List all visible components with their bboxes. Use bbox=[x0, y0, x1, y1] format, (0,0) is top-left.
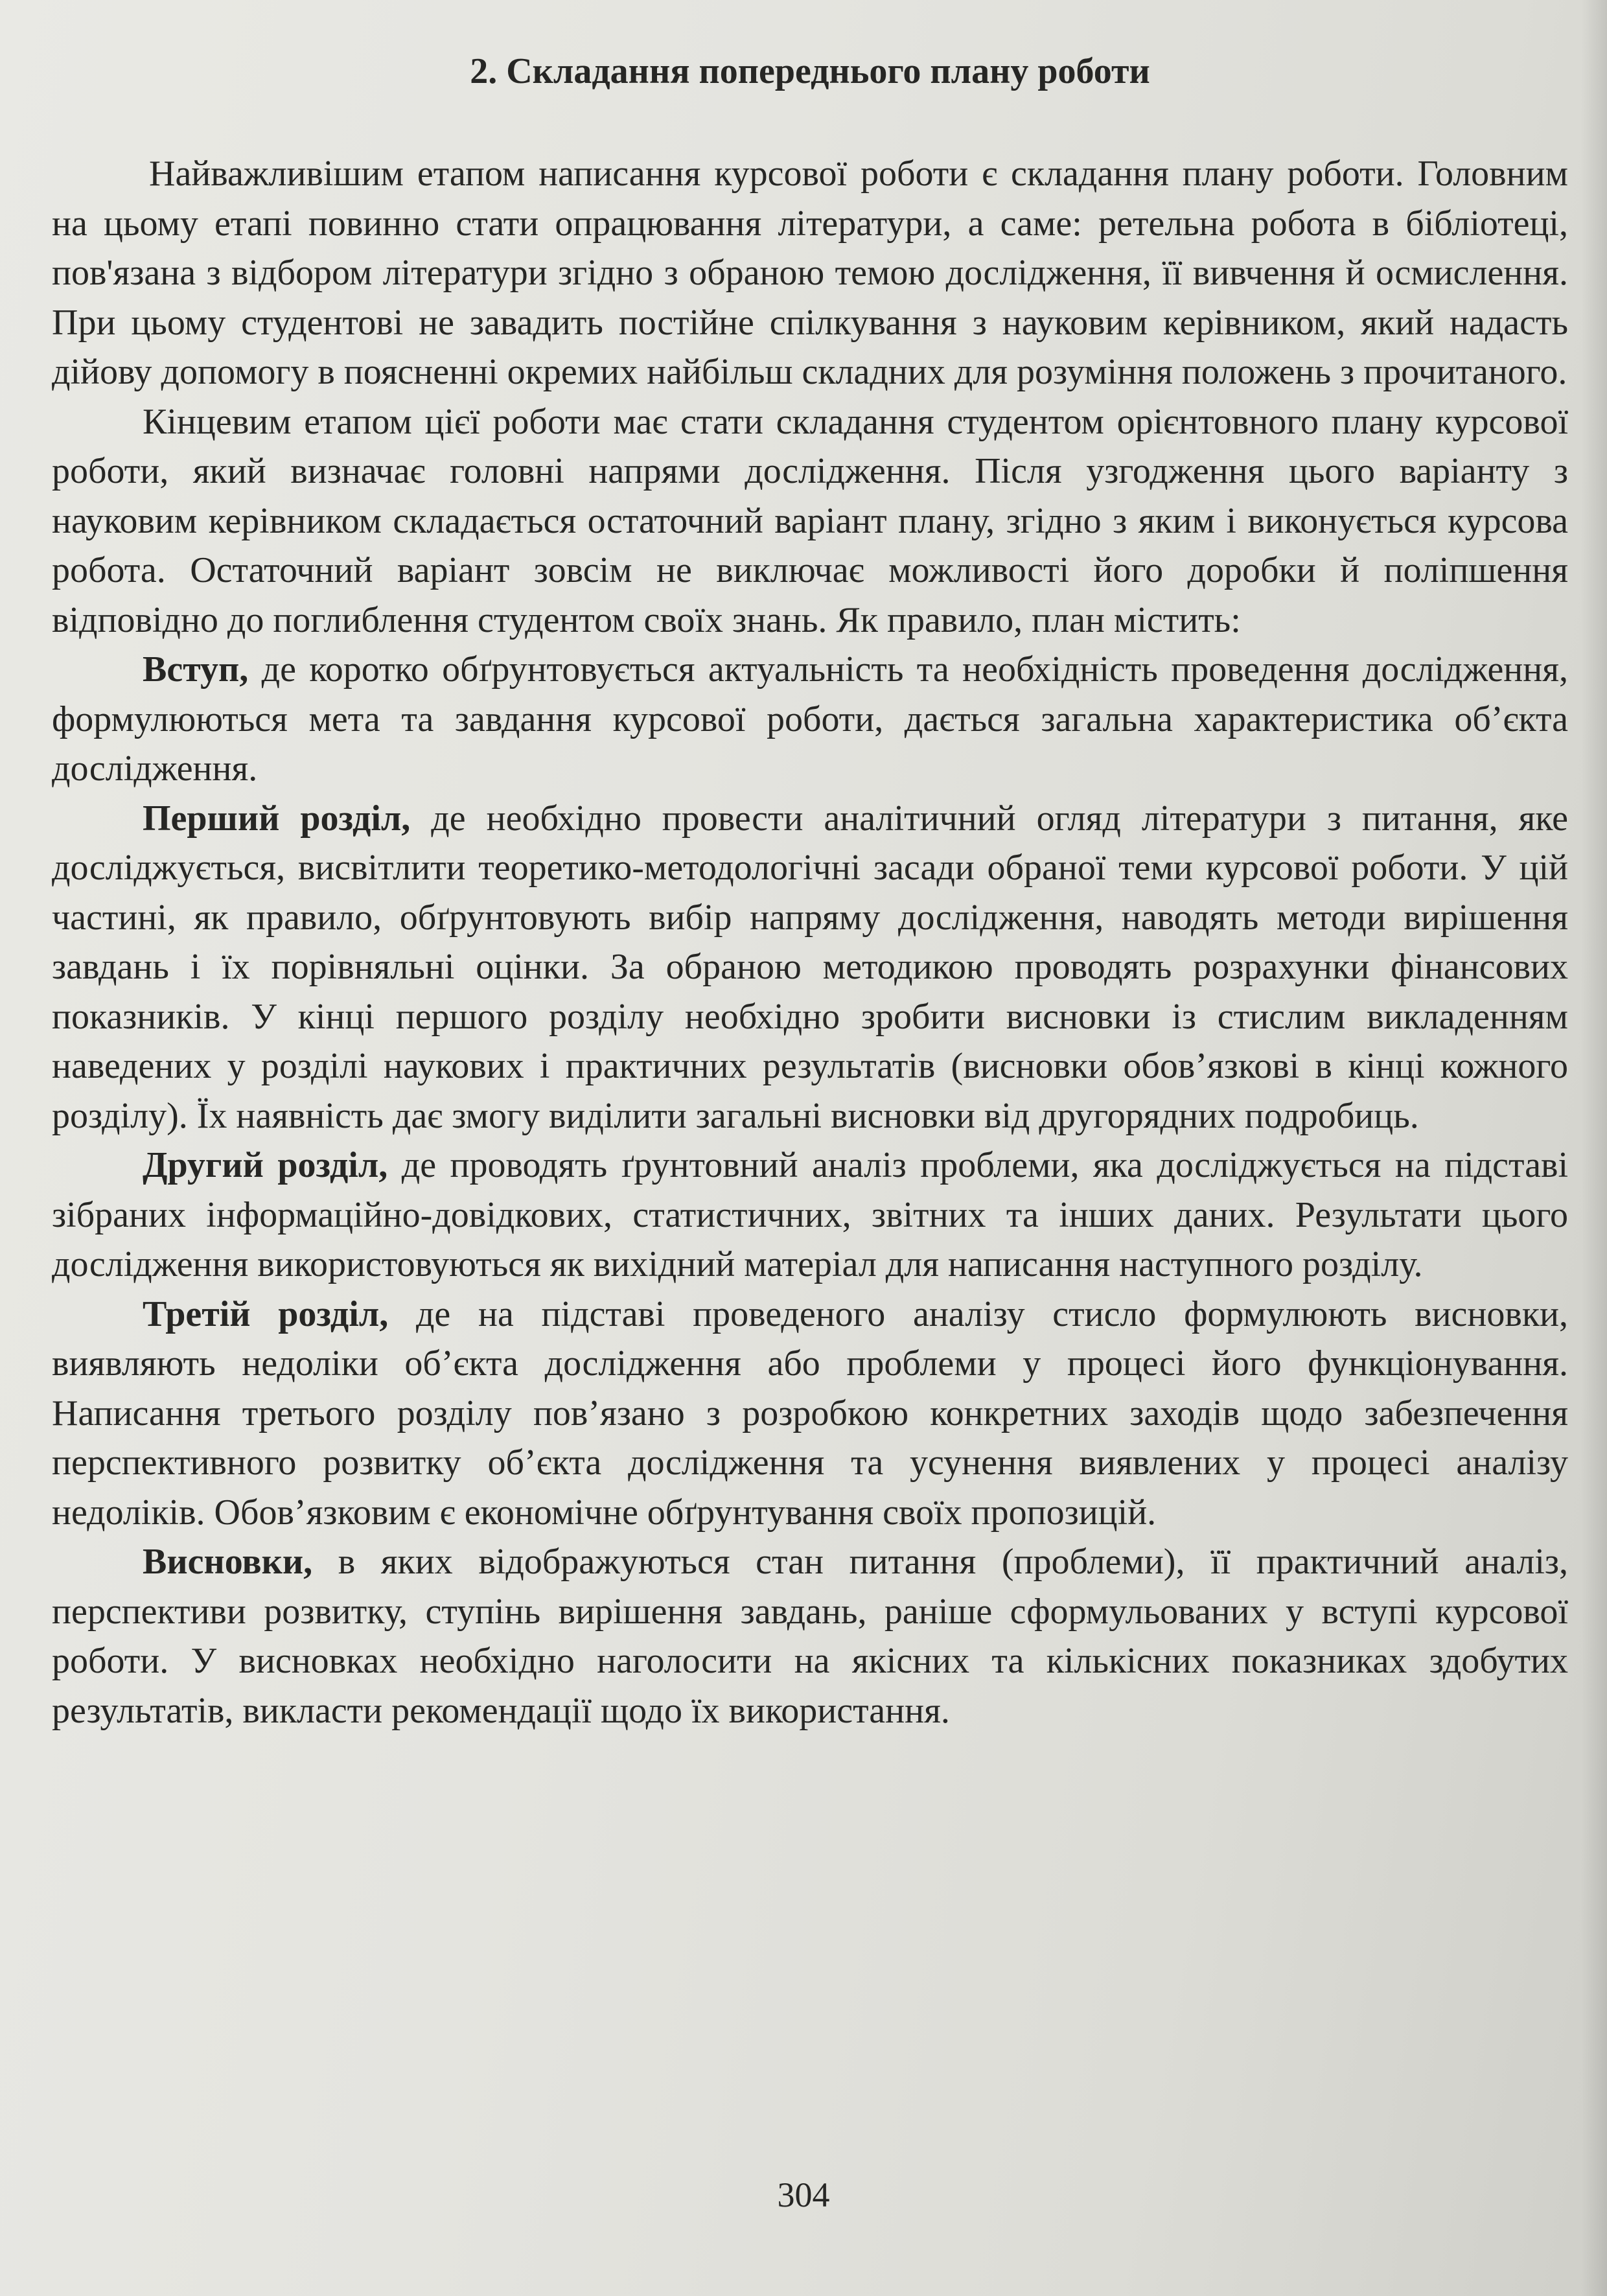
paragraph-text: в яких відображуються стан питання (проблеми), її практичний аналіз, перспективи розвитку, ступінь вирішення завдань, раніше сформульованих у вступі курсової роботи. У висновках необхідно наголосити на якісних та кількісних показниках здобутих результатів, викласти рекомендації щодо їх використання. bbox=[52, 1542, 1568, 1731]
paragraph-lead: Вступ, bbox=[143, 649, 249, 690]
page-shadow bbox=[1581, 0, 1607, 2296]
paragraph-second-chapter bbox=[52, 1141, 1568, 1290]
paragraph-lead: Другий розділ, bbox=[143, 1145, 388, 1185]
paragraph-intro bbox=[52, 149, 1568, 397]
paragraph-lead: Перший розділ, bbox=[143, 798, 411, 839]
paragraph-third-chapter bbox=[52, 1290, 1568, 1538]
body-text bbox=[52, 149, 1568, 1735]
paragraph-lead: Третій розділ, bbox=[143, 1293, 389, 1334]
page-number: 304 bbox=[777, 2175, 830, 2214]
paragraph-text: де коротко обґрунтовується актуальність та необхідність проведення дослідження, формулюються мета та завдання курсової роботи, дається загальна характеристика об’єкта дослідження. bbox=[52, 649, 1568, 789]
paragraph-final-stage bbox=[52, 397, 1568, 645]
paragraph-first-chapter bbox=[52, 794, 1568, 1141]
paragraph-lead: Висновки, bbox=[143, 1542, 313, 1582]
paragraph-text: де на підставі проведеного аналізу стисло формулюють висновки, виявляють недоліки об’єкта дослідження або проблеми у процесі його функціонування. Написання третього розділу пов’язано з розробкою конкретних заходів щодо забезпечення перспективного розвитку об’єкта дослідження та усунення виявлених у процесі аналізу недоліків. Обов’язковим є економічне обґрунтування своїх пропозицій. bbox=[52, 1293, 1568, 1533]
section-heading: 2. Складання попереднього плану роботи bbox=[470, 51, 1150, 91]
paragraph-conclusions bbox=[52, 1537, 1568, 1735]
paragraph-introduction-item bbox=[52, 645, 1568, 794]
paragraph-text: де проводять ґрунтовний аналіз проблеми, яка досліджується на підставі зібраних інформаційно-довідкових, статистичних, звітних та інших даних. Результати цього дослідження використовуються як вихідний матеріал для написання наступного розділу. bbox=[52, 1145, 1569, 1284]
paragraph-text: Кінцевим етапом цієї роботи має стати складання студентом орієнтовного плану курсової роботи, який визначає головні напрями дослідження. Після узгодження цього варіанту з науковим керівником складається остаточний варіант плану, згідно з яким і виконується курсова робота. Остаточний варіант зовсім не виключає можливості його доробки й поліпшення відповідно до поглиблення студентом своїх знань. Як правило, план містить: bbox=[52, 401, 1568, 640]
paragraph-text: Найважливішим етапом написання курсової роботи є складання плану роботи. Головним на цьому етапі повинно стати опрацювання літератури, а саме: ретельна робота в бібліотеці, пов'язана з відбором літератури згідно з обраною темою дослідження, її вивчення й осмислення. При цьому студентові не завадить постійне спілкування з науковим керівником, який надасть дійову допомогу в поясненні окремих найбільш складних для розуміння положень з прочитаного. bbox=[52, 154, 1568, 392]
paragraph-text: де необхідно провести аналітичний огляд літератури з питання, яке досліджується, висвітлити теоретико-методологічні засади обраної теми курсової роботи. У цій частині, як правило, обґрунтовують вибір напряму дослідження, наводять методи вирішення завдань і їх порівняльні оцінки. За обраною методикою проводять розрахунки фінансових показників. У кінці першого розділу необхідно зробити висновки із стислим викладенням наведених у розділі наукових і практичних результатів (висновки обов’язкові в кінці кожного розділу). Їх наявність дає змогу виділити загальні висновки від другорядних подробиць. bbox=[52, 798, 1568, 1136]
